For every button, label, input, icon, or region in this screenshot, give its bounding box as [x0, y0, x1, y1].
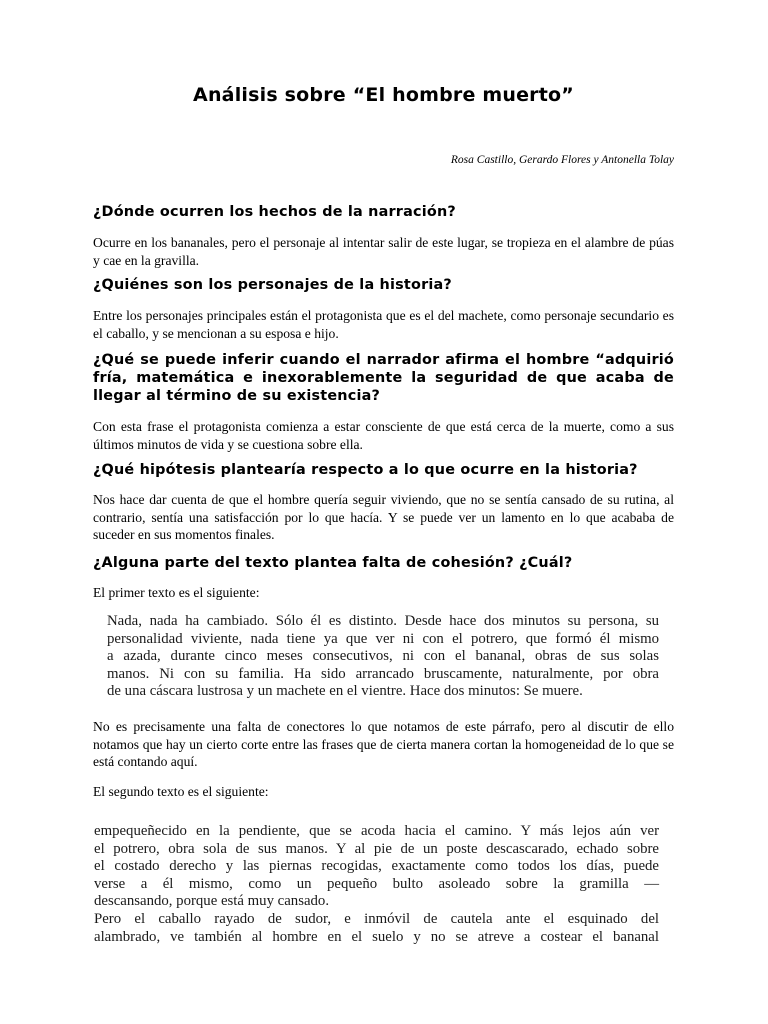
answer-3: Con esta frase el protagonista comienza a estar consciente de que está cerca de la muerte, como a sus últimos minutos de vida y se cuestiona sobre ella.: [93, 419, 674, 452]
excerpt-1-line: a azada, durante cinco meses consecutivos, ni con el bananal, obras de sus solas: [107, 648, 659, 665]
document-title: Análisis sobre “El hombre muerto”: [193, 84, 574, 106]
question-2: ¿Quiénes son los personajes de la historia?: [93, 277, 452, 293]
question-5: ¿Alguna parte del texto plantea falta de cohesión? ¿Cuál?: [93, 555, 573, 571]
excerpt-2-line: el costado derecho y las piernas recogidas, exactamente como todos los días, puede: [94, 858, 659, 875]
document-authors: Rosa Castillo, Gerardo Flores y Antonella Tolay: [450, 154, 674, 166]
excerpt-1-line: personalidad viviente, nada tiene ya que ver ni con el potrero, que formó él mismo: [107, 630, 659, 647]
excerpt-2-line: alambrado, ve también al hombre en el suelo y no se atreve a costear el bananal: [94, 928, 659, 945]
answer-2: Entre los personajes principales están el protagonista que es el del machete, como personaje secundario es el caballo, y se mencionan a su esposa e hijo.: [93, 308, 674, 341]
answer-5: El primer texto es el siguiente:: [93, 585, 260, 600]
answer-4: Nos hace dar cuenta de que el hombre quería seguir viviendo, que no se sentía cansado de su rutina, al contrario, sentía una satisfacción por lo que hacía. Y se puede ver un lamento en lo que acababa de suceder en sus momentos finales.: [93, 492, 674, 542]
excerpt-2-line: Pero el caballo rayado de sudor, e inmóvil de cautela ante el esquinado del: [94, 910, 659, 927]
question-4: ¿Qué hipótesis plantearía respecto a lo que ocurre en la historia?: [93, 462, 638, 478]
excerpt-1-line: de una cáscara lustrosa y un machete en el vientre. Hace dos minutos: Se muere.: [107, 683, 583, 700]
comment-1: No es precisamente una falta de conectores lo que notamos de este párrafo, pero al discutir de ello notamos que hay un cierto corte entre las frases que de cierta manera cortan la homogeneidad de lo que se está contando aquí.: [93, 719, 674, 769]
excerpt-2-line: verse a él mismo, como un pequeño bulto asoleado sobre la gramilla —: [94, 875, 659, 892]
excerpt-2-line: empequeñecido en la pendiente, que se acoda hacia el camino. Y más lejos aún ver: [94, 823, 659, 839]
second-excerpt-intro: El segundo texto es el siguiente:: [93, 784, 269, 799]
excerpt-2: [94, 823, 659, 946]
excerpt-1: [94, 613, 659, 701]
excerpt-1-line: Nada, nada ha cambiado. Sólo él es distinto. Desde hace dos minutos su persona, su: [107, 613, 659, 629]
excerpt-2-line: el potrero, obra sola de sus manos. Y al pie de un poste descascarado, echado sobre: [94, 840, 659, 857]
excerpt-1-line: manos. Ni con su familia. Ha sido arrancado bruscamente, naturalmente, por obra: [107, 665, 659, 682]
answer-1: Ocurre en los bananales, pero el personaje al intentar salir de este lugar, se tropieza en el alambre de púas y cae en la gravilla.: [93, 235, 674, 268]
question-3: ¿Qué se puede inferir cuando el narrador afirma el hombre “adquirió fría, matemática e inexorablemente la seguridad de que acaba de llegar al término de su existencia?: [93, 352, 674, 404]
question-1: ¿Dónde ocurren los hechos de la narración?: [93, 204, 456, 220]
excerpt-2-line: descansando, porque está muy cansado.: [94, 893, 330, 910]
